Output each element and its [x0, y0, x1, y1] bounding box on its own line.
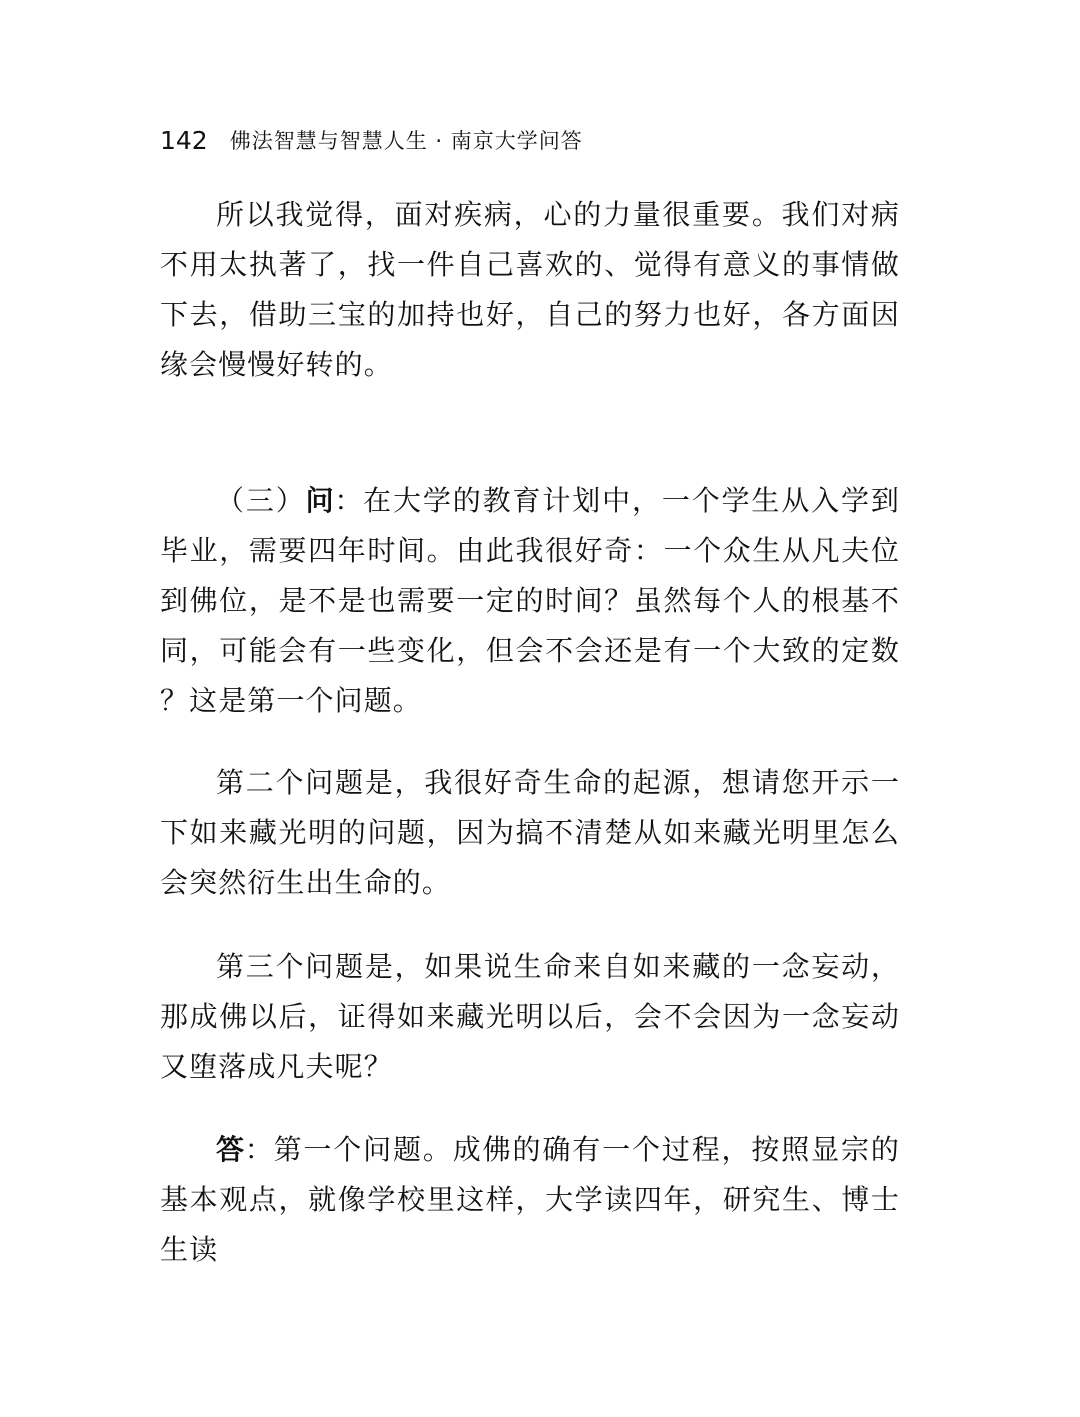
answer-colon: ： [244, 1133, 274, 1166]
answer-text: 第一个问题。成佛的确有一个过程，按照显宗的基本观点，就像学校里这样，大学读四年，研究生、博士生读 [160, 1133, 900, 1266]
answer-label: 答 [216, 1133, 245, 1166]
running-title: 佛法智慧与智慧人生 · 南京大学问答 [229, 129, 583, 153]
answer-paragraph-disease: 所以我觉得，面对疾病，心的力量很重要。我们对病不用太执著了，找一件自己喜欢的、觉得有意义的事情做下去，借助三宝的加持也好，自己的努力也好，各方面因缘会慢慢好转的。 [160, 198, 900, 381]
answer-paragraph [160, 1125, 900, 1275]
question-paragraph-three [160, 476, 900, 726]
question-label: 问 [305, 484, 335, 517]
question-number: （三） [216, 484, 306, 517]
question-colon: ： [334, 484, 364, 517]
second-question-paragraph: 第二个问题是，我很好奇生命的起源，想请您开示一下如来藏光明的问题，因为搞不清楚从如来藏光明里怎么会突然衍生出生命的。 [160, 766, 900, 899]
page-header [160, 120, 900, 160]
question-text: 在大学的教育计划中，一个学生从入学到毕业，需要四年时间。由此我很好奇：一个众生从凡夫位到佛位，是不是也需要一定的时间？虽然每个人的根基不同，可能会有一些变化，但会不会还是有一个大致的定数？这是第一个问题。 [160, 484, 900, 717]
page-number: 142 [160, 125, 208, 155]
third-question-paragraph: 第三个问题是，如果说生命来自如来藏的一念妄动，那成佛以后，证得如来藏光明以后，会不会因为一念妄动又堕落成凡夫呢？ [160, 950, 900, 1083]
